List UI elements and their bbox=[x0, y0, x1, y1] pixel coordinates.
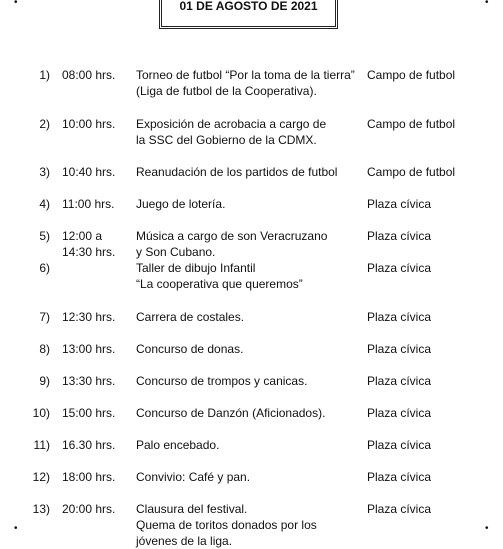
item-location: Plaza cívica bbox=[367, 406, 432, 420]
item-time: 12:00 a 14:30 hrs. bbox=[62, 229, 116, 259]
corner-dot-icon: • bbox=[14, 0, 18, 8]
item-description: Clausura del festival. Quema de toritos donados por los jóvenes de la liga. bbox=[136, 502, 317, 548]
item-location: Campo de futbol bbox=[367, 165, 456, 179]
item-time: 15:00 hrs. bbox=[62, 406, 116, 420]
item-number: 3) bbox=[39, 165, 50, 179]
item-number: 13) bbox=[32, 502, 50, 516]
item-number: 10) bbox=[32, 406, 50, 420]
item-number: 6) bbox=[39, 261, 50, 275]
item-description: Reanudación de los partidos de futbol bbox=[136, 165, 338, 179]
item-description: Música a cargo de son Veracruzano y Son Cubano. bbox=[136, 229, 328, 259]
item-description: Torneo de futbol “Por la toma de la tierra” (Liga de futbol de la Cooperativa). bbox=[136, 68, 355, 98]
corner-dot-icon: • bbox=[14, 523, 18, 534]
item-time: 18:00 hrs. bbox=[62, 470, 116, 484]
item-number: 8) bbox=[39, 342, 50, 356]
item-description: Concurso de trompos y canicas. bbox=[136, 374, 308, 388]
item-time: 12:30 hrs. bbox=[62, 310, 116, 324]
corner-dot-icon: • bbox=[485, 0, 489, 8]
item-time: 10:00 hrs. bbox=[62, 117, 116, 131]
item-description: Convivio: Café y pan. bbox=[136, 470, 251, 484]
item-location: Plaza cívica bbox=[367, 470, 432, 484]
item-description: Carrera de costales. bbox=[136, 310, 245, 324]
item-description: Taller de dibujo Infantil “La cooperativa que queremos” bbox=[136, 261, 303, 291]
item-time: 10:40 hrs. bbox=[62, 165, 116, 179]
item-description: Exposición de acrobacia a cargo de la SSC del Gobierno de la CDMX. bbox=[136, 117, 327, 147]
item-number: 4) bbox=[39, 197, 50, 211]
item-time: 16.30 hrs. bbox=[62, 438, 116, 452]
item-location: Campo de futbol bbox=[367, 68, 456, 82]
item-time: 13:30 hrs. bbox=[62, 374, 116, 388]
item-number: 5) bbox=[39, 229, 50, 243]
date-header-box bbox=[159, 0, 338, 29]
corner-dot-icon: • bbox=[485, 523, 489, 534]
item-location: Plaza cívica bbox=[367, 310, 432, 324]
item-number: 2) bbox=[39, 117, 50, 131]
item-number: 12) bbox=[32, 470, 50, 484]
item-location: Plaza cívica bbox=[367, 502, 432, 516]
item-location: Campo de futbol bbox=[367, 117, 456, 131]
item-description: Juego de lotería. bbox=[136, 197, 226, 211]
header-date: 01 DE AGOSTO DE 2021 bbox=[179, 0, 318, 13]
item-location: Plaza cívica bbox=[367, 229, 432, 243]
item-location: Plaza cívica bbox=[367, 197, 432, 211]
item-description: Palo encebado. bbox=[136, 438, 220, 452]
item-time: 08:00 hrs. bbox=[62, 68, 116, 82]
item-number: 9) bbox=[39, 374, 50, 388]
item-time: 11:00 hrs. bbox=[62, 197, 115, 211]
item-location: Plaza cívica bbox=[367, 438, 432, 452]
item-number: 1) bbox=[39, 68, 50, 82]
item-description: Concurso de donas. bbox=[136, 342, 244, 356]
item-description: Concurso de Danzón (Aficionados). bbox=[136, 406, 326, 420]
item-time: 20:00 hrs. bbox=[62, 502, 116, 516]
item-time: 13:00 hrs. bbox=[62, 342, 116, 356]
item-number: 7) bbox=[39, 310, 50, 324]
item-location: Plaza cívica bbox=[367, 342, 432, 356]
item-location: Plaza cívica bbox=[367, 374, 432, 388]
item-location: Plaza cívica bbox=[367, 261, 432, 275]
item-number: 11) bbox=[33, 438, 50, 452]
